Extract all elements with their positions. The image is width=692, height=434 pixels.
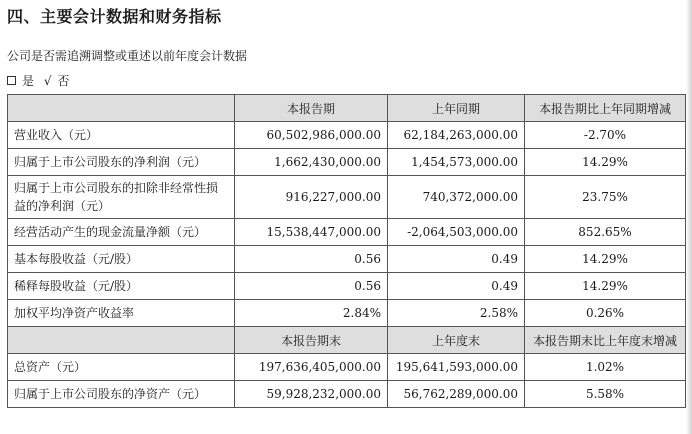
row-label: 经营活动产生的现金流量净额（元）	[8, 219, 235, 246]
check-mark-icon: √	[43, 74, 52, 88]
row-label: 营业收入（元）	[8, 122, 235, 149]
header-cell: 上年度末	[388, 327, 525, 354]
header-cell: 本报告期末比上年度末增减	[525, 327, 686, 354]
table-row	[8, 273, 686, 300]
change-value: 1.02%	[525, 354, 686, 381]
current-period-value: 1,662,430,000.00	[235, 149, 388, 176]
header-cell: 本报告期	[235, 95, 388, 122]
change-value: 23.75%	[525, 176, 686, 219]
table-row	[8, 381, 686, 408]
table-row	[8, 176, 686, 219]
change-value: 0.26%	[525, 300, 686, 327]
previous-period-value: 62,184,263,000.00	[388, 122, 525, 149]
current-period-value: 15,538,447,000.00	[235, 219, 388, 246]
prior-year-end-value: 195,641,593,000.00	[388, 354, 525, 381]
previous-period-value: 0.49	[388, 246, 525, 273]
row-label: 加权平均净资产收益率	[8, 300, 235, 327]
financial-indicators-table	[7, 94, 686, 408]
checkbox-icon	[7, 76, 16, 85]
header-cell: 本报告期比上年同期增减	[525, 95, 686, 122]
current-period-value: 0.56	[235, 246, 388, 273]
table-row	[8, 122, 686, 149]
current-period-value: 916,227,000.00	[235, 176, 388, 219]
table-header-row	[8, 327, 686, 354]
table-row	[8, 246, 686, 273]
table-row	[8, 354, 686, 381]
period-end-value: 197,636,405,000.00	[235, 354, 388, 381]
previous-period-value: 740,372,000.00	[388, 176, 525, 219]
current-period-value: 60,502,986,000.00	[235, 122, 388, 149]
retro-adjust-options	[7, 72, 76, 89]
change-value: 14.29%	[525, 246, 686, 273]
row-label: 总资产（元）	[8, 354, 235, 381]
change-value: -2.70%	[525, 122, 686, 149]
change-value: 14.29%	[525, 149, 686, 176]
period-end-value: 59,928,232,000.00	[235, 381, 388, 408]
table-row	[8, 219, 686, 246]
table-header-row	[8, 95, 686, 122]
previous-period-value: 0.49	[388, 273, 525, 300]
header-cell: 本报告期末	[235, 327, 388, 354]
change-value: 14.29%	[525, 273, 686, 300]
previous-period-value: -2,064,503,000.00	[388, 219, 525, 246]
header-cell	[8, 327, 235, 354]
table-row	[8, 300, 686, 327]
current-period-value: 2.84%	[235, 300, 388, 327]
row-label: 稀释每股收益（元/股）	[8, 273, 235, 300]
row-label: 归属于上市公司股东的净利润（元）	[8, 149, 235, 176]
header-cell	[8, 95, 235, 122]
option-no-label: 否	[57, 74, 70, 88]
page-edge-shadow	[686, 0, 692, 434]
row-label: 基本每股收益（元/股）	[8, 246, 235, 273]
previous-period-value: 2.58%	[388, 300, 525, 327]
row-label: 归属于上市公司股东的扣除非经常性损益的净利润（元）	[8, 176, 235, 219]
current-period-value: 0.56	[235, 273, 388, 300]
row-label: 归属于上市公司股东的净资产（元）	[8, 381, 235, 408]
retro-adjust-question: 公司是否需追溯调整或重述以前年度会计数据	[7, 49, 248, 63]
table-row	[8, 149, 686, 176]
header-cell: 上年同期	[388, 95, 525, 122]
prior-year-end-value: 56,762,289,000.00	[388, 381, 525, 408]
change-value: 852.65%	[525, 219, 686, 246]
option-yes-label: 是	[22, 74, 35, 88]
previous-period-value: 1,454,573,000.00	[388, 149, 525, 176]
change-value: 5.58%	[525, 381, 686, 408]
section-title: 四、主要会计数据和财务指标	[7, 7, 222, 26]
